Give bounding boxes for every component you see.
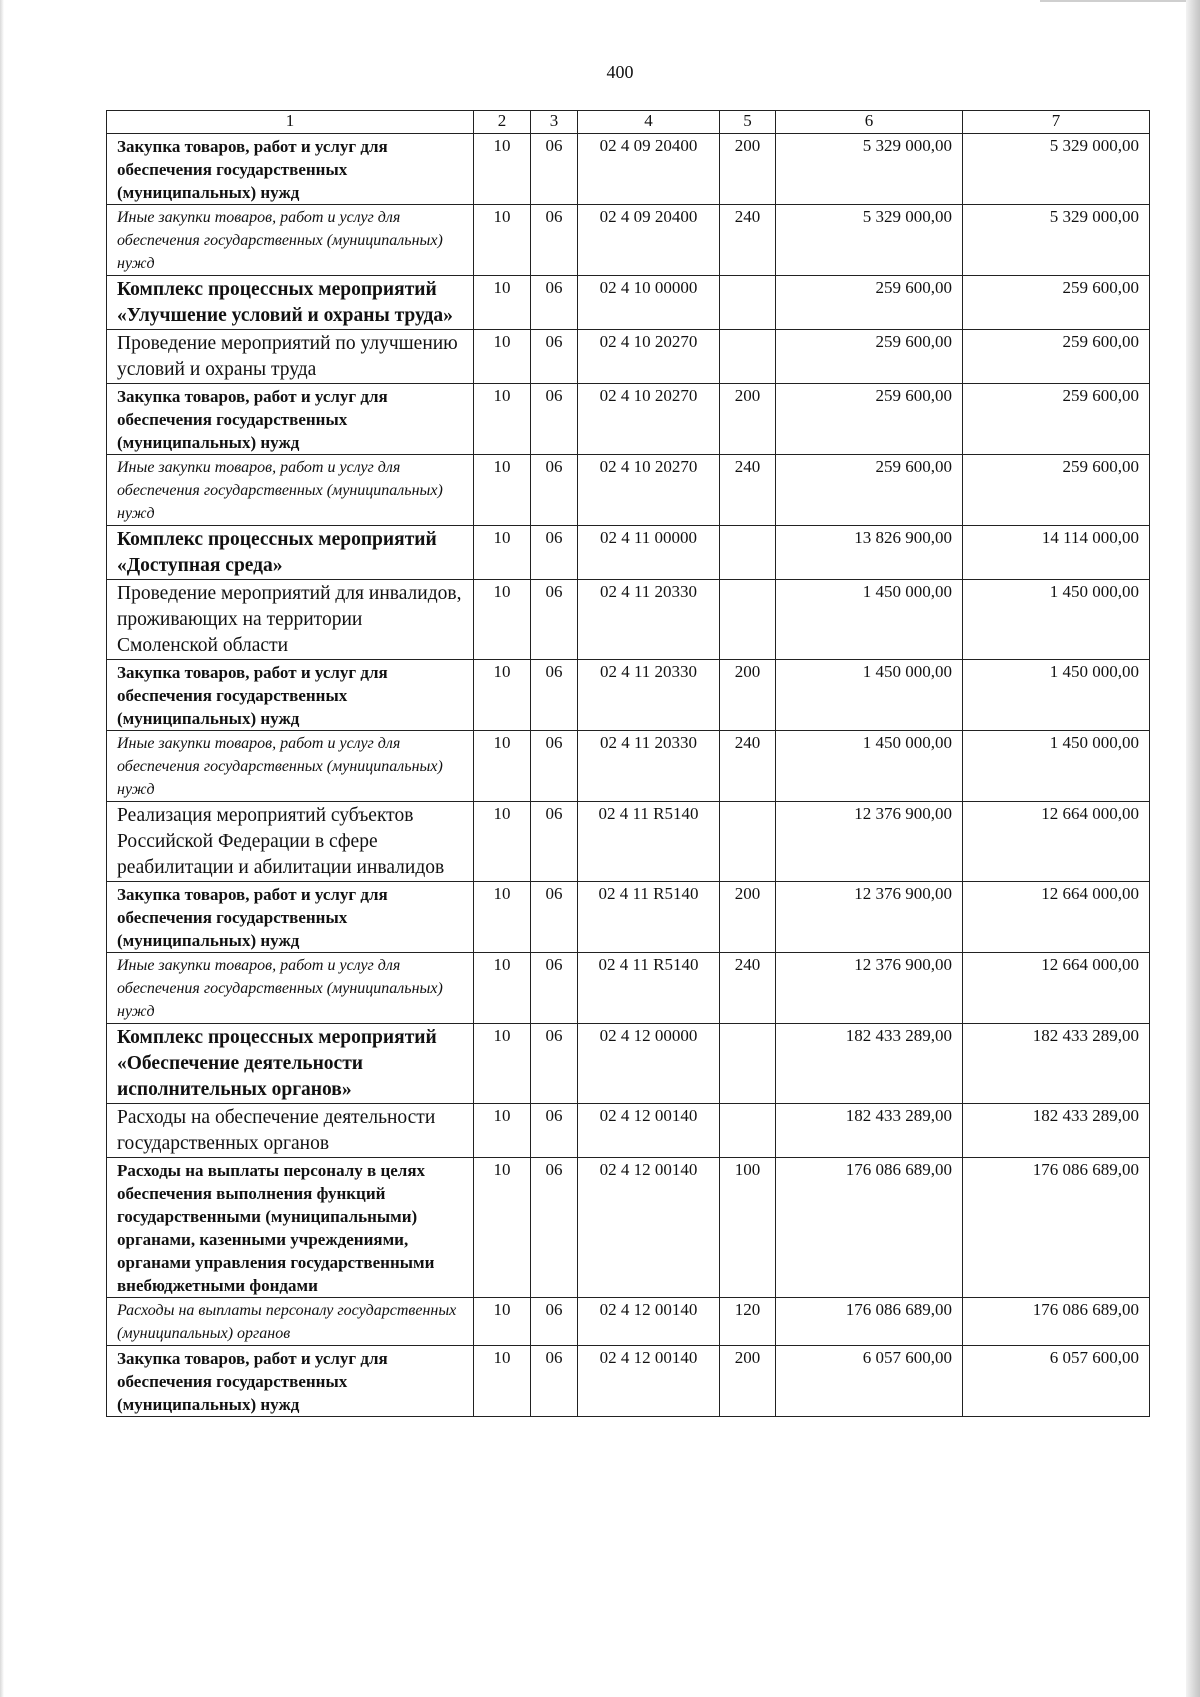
item-name-cell: Проведение мероприятий по улучшению условий и охраны труда: [107, 330, 474, 384]
subsection-code-cell: 06: [531, 882, 578, 953]
amount-year-2-cell: 182 433 289,00: [963, 1104, 1150, 1158]
item-name-cell: Иные закупки товаров, работ и услуг для обеспечения государственных (муниципальных) нужд: [107, 953, 474, 1024]
item-name-cell: Закупка товаров, работ и услуг для обеспечения государственных (муниципальных) нужд: [107, 134, 474, 205]
section-code-cell: 10: [474, 1346, 531, 1417]
section-code-cell: 10: [474, 1024, 531, 1104]
target-article-cell: 02 4 11 20330: [578, 580, 720, 660]
table-row: [107, 455, 1150, 526]
target-article-cell: 02 4 12 00140: [578, 1298, 720, 1346]
amount-year-2-cell: 1 450 000,00: [963, 580, 1150, 660]
target-article-cell: 02 4 09 20400: [578, 205, 720, 276]
item-name-cell: Проведение мероприятий для инвалидов, проживающих на территории Смоленской области: [107, 580, 474, 660]
amount-year-1-cell: 12 376 900,00: [776, 953, 963, 1024]
item-name-cell: Реализация мероприятий субъектов Российской Федерации в сфере реабилитации и абилитации инвалидов: [107, 802, 474, 882]
amount-year-2-cell: 259 600,00: [963, 330, 1150, 384]
table-row: [107, 526, 1150, 580]
amount-year-1-cell: 259 600,00: [776, 455, 963, 526]
expense-type-cell: 240: [720, 205, 776, 276]
amount-year-2-cell: 12 664 000,00: [963, 802, 1150, 882]
header-col-1: 1: [107, 111, 474, 134]
table-row: [107, 882, 1150, 953]
amount-year-1-cell: 259 600,00: [776, 384, 963, 455]
amount-year-1-cell: 176 086 689,00: [776, 1298, 963, 1346]
section-code-cell: 10: [474, 802, 531, 882]
subsection-code-cell: 06: [531, 1104, 578, 1158]
item-name-cell: Расходы на выплаты персоналу государственных (муниципальных) органов: [107, 1298, 474, 1346]
amount-year-2-cell: 176 086 689,00: [963, 1298, 1150, 1346]
header-col-5: 5: [720, 111, 776, 134]
target-article-cell: 02 4 11 20330: [578, 731, 720, 802]
amount-year-2-cell: 5 329 000,00: [963, 205, 1150, 276]
target-article-cell: 02 4 11 R5140: [578, 802, 720, 882]
expense-type-cell: 200: [720, 1346, 776, 1417]
amount-year-1-cell: 6 057 600,00: [776, 1346, 963, 1417]
amount-year-1-cell: 5 329 000,00: [776, 205, 963, 276]
section-code-cell: 10: [474, 276, 531, 330]
item-name-cell: Закупка товаров, работ и услуг для обеспечения государственных (муниципальных) нужд: [107, 384, 474, 455]
subsection-code-cell: 06: [531, 731, 578, 802]
item-name-cell: Комплекс процессных мероприятий «Доступная среда»: [107, 526, 474, 580]
table-row: [107, 1346, 1150, 1417]
subsection-code-cell: 06: [531, 802, 578, 882]
expense-type-cell: [720, 276, 776, 330]
amount-year-1-cell: 176 086 689,00: [776, 1158, 963, 1298]
table-header-row: [107, 111, 1150, 134]
amount-year-2-cell: 1 450 000,00: [963, 660, 1150, 731]
table-row: [107, 134, 1150, 205]
amount-year-1-cell: 182 433 289,00: [776, 1104, 963, 1158]
section-code-cell: 10: [474, 580, 531, 660]
amount-year-2-cell: 176 086 689,00: [963, 1158, 1150, 1298]
item-name-cell: Иные закупки товаров, работ и услуг для обеспечения государственных (муниципальных) нужд: [107, 205, 474, 276]
table-row: [107, 384, 1150, 455]
amount-year-2-cell: 14 114 000,00: [963, 526, 1150, 580]
expense-type-cell: 100: [720, 1158, 776, 1298]
expense-type-cell: 240: [720, 953, 776, 1024]
section-code-cell: 10: [474, 882, 531, 953]
expense-type-cell: 120: [720, 1298, 776, 1346]
table-row: [107, 1104, 1150, 1158]
target-article-cell: 02 4 09 20400: [578, 134, 720, 205]
target-article-cell: 02 4 11 00000: [578, 526, 720, 580]
table-row: [107, 731, 1150, 802]
section-code-cell: 10: [474, 660, 531, 731]
header-col-6: 6: [776, 111, 963, 134]
target-article-cell: 02 4 12 00140: [578, 1158, 720, 1298]
expense-type-cell: 200: [720, 384, 776, 455]
section-code-cell: 10: [474, 953, 531, 1024]
target-article-cell: 02 4 10 00000: [578, 276, 720, 330]
section-code-cell: 10: [474, 731, 531, 802]
item-name-cell: Закупка товаров, работ и услуг для обеспечения государственных (муниципальных) нужд: [107, 882, 474, 953]
expense-type-cell: [720, 330, 776, 384]
subsection-code-cell: 06: [531, 330, 578, 384]
scan-edge-right: [1186, 0, 1200, 1697]
subsection-code-cell: 06: [531, 276, 578, 330]
item-name-cell: Закупка товаров, работ и услуг для обеспечения государственных (муниципальных) нужд: [107, 1346, 474, 1417]
item-name-cell: Расходы на выплаты персоналу в целях обеспечения выполнения функций государственными (муниципальными) органами, казенными учреждениями, органами управления государственными внебюджетными фондами: [107, 1158, 474, 1298]
amount-year-2-cell: 259 600,00: [963, 384, 1150, 455]
subsection-code-cell: 06: [531, 1158, 578, 1298]
amount-year-2-cell: 12 664 000,00: [963, 953, 1150, 1024]
section-code-cell: 10: [474, 205, 531, 276]
section-code-cell: 10: [474, 1298, 531, 1346]
target-article-cell: 02 4 10 20270: [578, 384, 720, 455]
expense-type-cell: 200: [720, 660, 776, 731]
header-col-3: 3: [531, 111, 578, 134]
target-article-cell: 02 4 12 00140: [578, 1104, 720, 1158]
amount-year-2-cell: 182 433 289,00: [963, 1024, 1150, 1104]
amount-year-2-cell: 259 600,00: [963, 455, 1150, 526]
expense-type-cell: 200: [720, 882, 776, 953]
section-code-cell: 10: [474, 384, 531, 455]
item-name-cell: Иные закупки товаров, работ и услуг для обеспечения государственных (муниципальных) нужд: [107, 455, 474, 526]
expense-type-cell: 200: [720, 134, 776, 205]
expense-type-cell: 240: [720, 731, 776, 802]
table-row: [107, 205, 1150, 276]
expense-type-cell: 240: [720, 455, 776, 526]
subsection-code-cell: 06: [531, 455, 578, 526]
amount-year-1-cell: 1 450 000,00: [776, 580, 963, 660]
amount-year-1-cell: 12 376 900,00: [776, 802, 963, 882]
amount-year-1-cell: 5 329 000,00: [776, 134, 963, 205]
subsection-code-cell: 06: [531, 580, 578, 660]
amount-year-2-cell: 12 664 000,00: [963, 882, 1150, 953]
target-article-cell: 02 4 10 20270: [578, 455, 720, 526]
budget-table: [106, 110, 1150, 1417]
expense-type-cell: [720, 580, 776, 660]
item-name-cell: Закупка товаров, работ и услуг для обеспечения государственных (муниципальных) нужд: [107, 660, 474, 731]
amount-year-1-cell: 259 600,00: [776, 330, 963, 384]
table-row: [107, 276, 1150, 330]
amount-year-2-cell: 259 600,00: [963, 276, 1150, 330]
expense-type-cell: [720, 1104, 776, 1158]
section-code-cell: 10: [474, 1104, 531, 1158]
item-name-cell: Комплекс процессных мероприятий «Улучшение условий и охраны труда»: [107, 276, 474, 330]
amount-year-2-cell: 1 450 000,00: [963, 731, 1150, 802]
table-row: [107, 1298, 1150, 1346]
subsection-code-cell: 06: [531, 1024, 578, 1104]
section-code-cell: 10: [474, 1158, 531, 1298]
subsection-code-cell: 06: [531, 134, 578, 205]
subsection-code-cell: 06: [531, 384, 578, 455]
table-row: [107, 953, 1150, 1024]
table-row: [107, 1158, 1150, 1298]
table-row: [107, 802, 1150, 882]
amount-year-2-cell: 6 057 600,00: [963, 1346, 1150, 1417]
subsection-code-cell: 06: [531, 953, 578, 1024]
table-row: [107, 580, 1150, 660]
target-article-cell: 02 4 11 20330: [578, 660, 720, 731]
subsection-code-cell: 06: [531, 1298, 578, 1346]
target-article-cell: 02 4 10 20270: [578, 330, 720, 384]
item-name-cell: Комплекс процессных мероприятий «Обеспечение деятельности исполнительных органов»: [107, 1024, 474, 1104]
amount-year-1-cell: 259 600,00: [776, 276, 963, 330]
header-col-4: 4: [578, 111, 720, 134]
amount-year-1-cell: 12 376 900,00: [776, 882, 963, 953]
expense-type-cell: [720, 1024, 776, 1104]
target-article-cell: 02 4 11 R5140: [578, 882, 720, 953]
subsection-code-cell: 06: [531, 205, 578, 276]
amount-year-1-cell: 182 433 289,00: [776, 1024, 963, 1104]
item-name-cell: Иные закупки товаров, работ и услуг для обеспечения государственных (муниципальных) нужд: [107, 731, 474, 802]
section-code-cell: 10: [474, 526, 531, 580]
expense-type-cell: [720, 526, 776, 580]
header-col-7: 7: [963, 111, 1150, 134]
header-col-2: 2: [474, 111, 531, 134]
table-row: [107, 660, 1150, 731]
section-code-cell: 10: [474, 455, 531, 526]
section-code-cell: 10: [474, 330, 531, 384]
subsection-code-cell: 06: [531, 526, 578, 580]
table-row: [107, 1024, 1150, 1104]
amount-year-2-cell: 5 329 000,00: [963, 134, 1150, 205]
amount-year-1-cell: 1 450 000,00: [776, 731, 963, 802]
expense-type-cell: [720, 802, 776, 882]
amount-year-1-cell: 13 826 900,00: [776, 526, 963, 580]
scan-edge-left: [0, 0, 4, 1697]
target-article-cell: 02 4 12 00140: [578, 1346, 720, 1417]
section-code-cell: 10: [474, 134, 531, 205]
target-article-cell: 02 4 11 R5140: [578, 953, 720, 1024]
subsection-code-cell: 06: [531, 660, 578, 731]
target-article-cell: 02 4 12 00000: [578, 1024, 720, 1104]
page-number: 400: [606, 62, 634, 82]
scan-edge-top: [1040, 0, 1200, 2]
subsection-code-cell: 06: [531, 1346, 578, 1417]
table-row: [107, 330, 1150, 384]
amount-year-1-cell: 1 450 000,00: [776, 660, 963, 731]
item-name-cell: Расходы на обеспечение деятельности государственных органов: [107, 1104, 474, 1158]
